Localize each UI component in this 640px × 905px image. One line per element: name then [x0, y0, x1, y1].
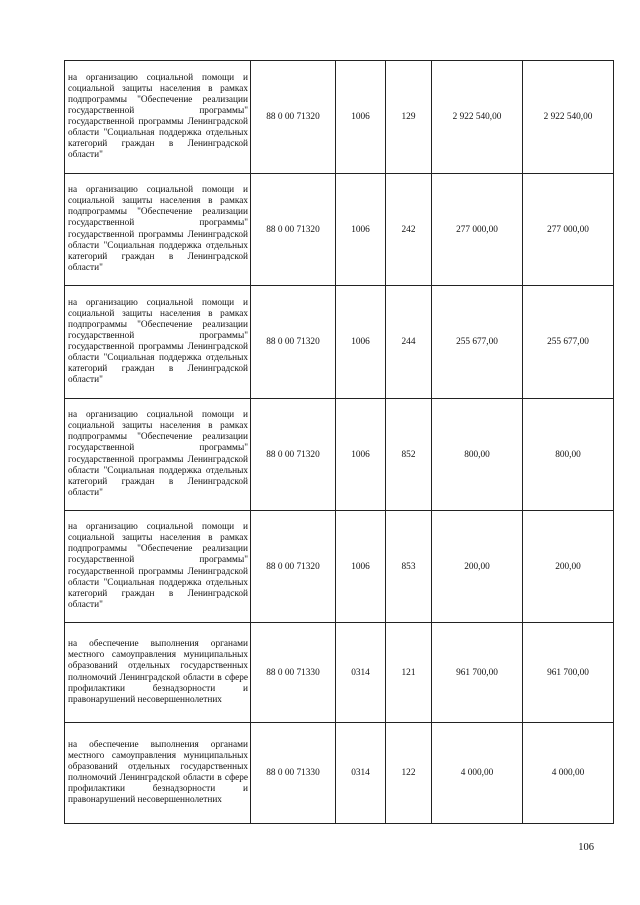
- page-number: 106: [578, 842, 594, 853]
- row-expense-type: 853: [386, 511, 432, 623]
- row-amount-2: 2 922 540,00: [523, 61, 614, 174]
- row-amount-1: 800,00: [432, 399, 523, 511]
- table-row: [65, 61, 614, 174]
- row-amount-1: 4 000,00: [432, 723, 523, 824]
- row-amount-1: 2 922 540,00: [432, 61, 523, 174]
- budget-table: [64, 60, 614, 824]
- table-row: [65, 174, 614, 286]
- row-section-code: 1006: [336, 61, 386, 174]
- row-description: на организацию социальной помощи и социальной защиты населения в рамках подпрограммы "Обеспечение реализации государственной программы" государственной программы Ленинградской области "Социальная поддержка отдельных категорий граждан в Ленинградской области": [65, 399, 251, 511]
- row-target-code: 88 0 00 71330: [251, 723, 336, 824]
- row-expense-type: 852: [386, 399, 432, 511]
- row-amount-2: 200,00: [523, 511, 614, 623]
- row-amount-2: 800,00: [523, 399, 614, 511]
- row-section-code: 1006: [336, 174, 386, 286]
- row-target-code: 88 0 00 71320: [251, 61, 336, 174]
- row-amount-2: 255 677,00: [523, 286, 614, 399]
- row-target-code: 88 0 00 71330: [251, 623, 336, 723]
- row-expense-type: 242: [386, 174, 432, 286]
- row-expense-type: 129: [386, 61, 432, 174]
- row-section-code: 0314: [336, 723, 386, 824]
- row-amount-1: 255 677,00: [432, 286, 523, 399]
- row-section-code: 0314: [336, 623, 386, 723]
- row-target-code: 88 0 00 71320: [251, 399, 336, 511]
- row-amount-2: 277 000,00: [523, 174, 614, 286]
- row-description: на организацию социальной помощи и социальной защиты населения в рамках подпрограммы "Обеспечение реализации государственной программы" государственной программы Ленинградской области "Социальная поддержка отдельных категорий граждан в Ленинградской области": [65, 174, 251, 286]
- row-target-code: 88 0 00 71320: [251, 174, 336, 286]
- row-amount-1: 961 700,00: [432, 623, 523, 723]
- row-description: на обеспечение выполнения органами местного самоуправления муниципальных образований отдельных государственных полномочий Ленинградской области в сфере профилактики безнадзорности и правонарушений несовершеннолетних: [65, 623, 251, 723]
- row-section-code: 1006: [336, 399, 386, 511]
- row-expense-type: 122: [386, 723, 432, 824]
- row-amount-1: 277 000,00: [432, 174, 523, 286]
- row-section-code: 1006: [336, 286, 386, 399]
- row-amount-2: 4 000,00: [523, 723, 614, 824]
- row-amount-1: 200,00: [432, 511, 523, 623]
- row-description: на организацию социальной помощи и социальной защиты населения в рамках подпрограммы "Обеспечение реализации государственной программы" государственной программы Ленинградской области "Социальная поддержка отдельных категорий граждан в Ленинградской области": [65, 61, 251, 174]
- table-row: [65, 286, 614, 399]
- row-amount-2: 961 700,00: [523, 623, 614, 723]
- table-row: [65, 723, 614, 824]
- table-row: [65, 399, 614, 511]
- row-target-code: 88 0 00 71320: [251, 286, 336, 399]
- row-description: на организацию социальной помощи и социальной защиты населения в рамках подпрограммы "Обеспечение реализации государственной программы" государственной программы Ленинградской области "Социальная поддержка отдельных категорий граждан в Ленинградской области": [65, 511, 251, 623]
- table-row: [65, 623, 614, 723]
- table-row: [65, 511, 614, 623]
- row-expense-type: 121: [386, 623, 432, 723]
- row-expense-type: 244: [386, 286, 432, 399]
- row-section-code: 1006: [336, 511, 386, 623]
- row-description: на организацию социальной помощи и социальной защиты населения в рамках подпрограммы "Обеспечение реализации государственной программы" государственной программы Ленинградской области "Социальная поддержка отдельных категорий граждан в Ленинградской области": [65, 286, 251, 399]
- row-target-code: 88 0 00 71320: [251, 511, 336, 623]
- row-description: на обеспечение выполнения органами местного самоуправления муниципальных образований отдельных государственных полномочий Ленинградской области в сфере профилактики безнадзорности и правонарушений несовершеннолетних: [65, 723, 251, 824]
